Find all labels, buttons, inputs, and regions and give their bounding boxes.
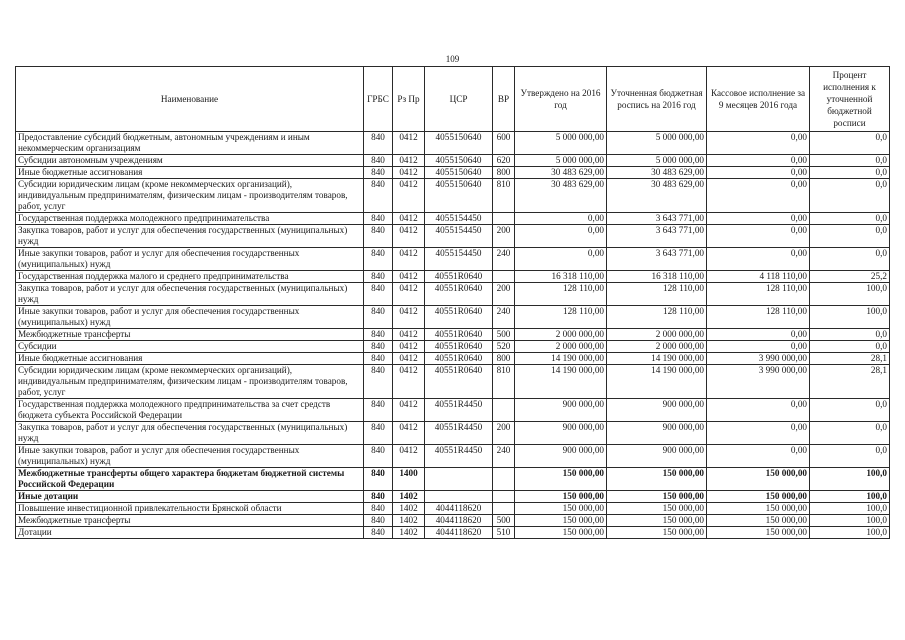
cell-csr: 40551R0640 (425, 365, 493, 399)
cell-csr: 40551R0640 (425, 353, 493, 365)
cell-rzpr: 0412 (393, 399, 425, 422)
table-header-row (16, 67, 890, 132)
cell-approved: 150 000,00 (515, 515, 607, 527)
cell-vr: 240 (493, 445, 515, 468)
cell-approved: 150 000,00 (515, 491, 607, 503)
cell-percent: 100,0 (810, 283, 890, 306)
cell-percent: 100,0 (810, 527, 890, 539)
cell-rzpr: 0412 (393, 422, 425, 445)
cell-rzpr: 0412 (393, 213, 425, 225)
cell-vr (493, 271, 515, 283)
cell-approved: 0,00 (515, 225, 607, 248)
table-row (16, 527, 890, 539)
cell-name: Субсидии юридическим лицам (кроме некоммерческих организаций), индивидуальным предпринимателям, физическим лицам - производителям товаров, работ, услуг (16, 365, 364, 399)
cell-vr: 500 (493, 329, 515, 341)
page-number: 109 (445, 54, 460, 64)
cell-refined: 3 643 771,00 (607, 248, 707, 271)
cell-csr (425, 491, 493, 503)
table-row (16, 306, 890, 329)
cell-grbs: 840 (364, 213, 393, 225)
cell-grbs: 840 (364, 422, 393, 445)
cell-rzpr: 0412 (393, 329, 425, 341)
table-row (16, 179, 890, 213)
table-row (16, 155, 890, 167)
cell-grbs: 840 (364, 306, 393, 329)
cell-refined: 3 643 771,00 (607, 213, 707, 225)
cell-cash: 150 000,00 (707, 503, 810, 515)
cell-grbs: 840 (364, 353, 393, 365)
cell-rzpr: 0412 (393, 353, 425, 365)
cell-cash: 3 990 000,00 (707, 365, 810, 399)
cell-percent: 100,0 (810, 491, 890, 503)
cell-rzpr: 0412 (393, 283, 425, 306)
header-percent: Процент исполнения к уточненной бюджетной росписи (810, 67, 890, 132)
cell-refined: 150 000,00 (607, 503, 707, 515)
cell-vr (493, 213, 515, 225)
cell-approved: 30 483 629,00 (515, 179, 607, 213)
cell-vr (493, 503, 515, 515)
cell-rzpr: 0412 (393, 271, 425, 283)
cell-name: Дотации (16, 527, 364, 539)
cell-name: Субсидии юридическим лицам (кроме некоммерческих организаций), индивидуальным предпринимателям, физическим лицам - производителям товаров, работ, услуг (16, 179, 364, 213)
cell-rzpr: 1402 (393, 527, 425, 539)
cell-approved: 0,00 (515, 248, 607, 271)
cell-vr: 620 (493, 155, 515, 167)
table-row (16, 445, 890, 468)
cell-vr (493, 399, 515, 422)
cell-approved: 150 000,00 (515, 468, 607, 491)
cell-vr: 800 (493, 167, 515, 179)
cell-rzpr: 0412 (393, 132, 425, 155)
cell-csr: 4055154450 (425, 248, 493, 271)
cell-csr: 4055150640 (425, 132, 493, 155)
cell-csr: 40551R4450 (425, 422, 493, 445)
table-row (16, 515, 890, 527)
cell-vr: 240 (493, 248, 515, 271)
cell-cash: 0,00 (707, 422, 810, 445)
cell-vr: 510 (493, 527, 515, 539)
cell-cash: 0,00 (707, 445, 810, 468)
cell-approved: 16 318 110,00 (515, 271, 607, 283)
table-row (16, 341, 890, 353)
cell-vr: 810 (493, 179, 515, 213)
cell-cash: 128 110,00 (707, 283, 810, 306)
cell-cash: 0,00 (707, 179, 810, 213)
cell-grbs: 840 (364, 341, 393, 353)
cell-percent: 100,0 (810, 515, 890, 527)
cell-approved: 5 000 000,00 (515, 155, 607, 167)
cell-vr (493, 468, 515, 491)
cell-cash: 0,00 (707, 213, 810, 225)
table-row (16, 225, 890, 248)
cell-grbs: 840 (364, 179, 393, 213)
cell-refined: 128 110,00 (607, 306, 707, 329)
cell-percent: 0,0 (810, 248, 890, 271)
cell-grbs: 840 (364, 283, 393, 306)
table-row (16, 248, 890, 271)
cell-approved: 900 000,00 (515, 399, 607, 422)
cell-cash: 0,00 (707, 341, 810, 353)
cell-csr: 4055150640 (425, 155, 493, 167)
cell-rzpr: 0412 (393, 225, 425, 248)
cell-rzpr: 0412 (393, 365, 425, 399)
cell-cash: 3 990 000,00 (707, 353, 810, 365)
cell-vr: 520 (493, 341, 515, 353)
cell-cash: 0,00 (707, 167, 810, 179)
cell-cash: 0,00 (707, 225, 810, 248)
table-row (16, 365, 890, 399)
cell-refined: 128 110,00 (607, 283, 707, 306)
cell-grbs: 840 (364, 167, 393, 179)
cell-name: Предоставление субсидий бюджетным, автономным учреждениям и иным некоммерческим организациям (16, 132, 364, 155)
cell-percent: 0,0 (810, 213, 890, 225)
cell-percent: 100,0 (810, 468, 890, 491)
table-row (16, 422, 890, 445)
cell-refined: 5 000 000,00 (607, 155, 707, 167)
cell-name: Государственная поддержка молодежного предпринимательства за счет средств бюджета субъекта Российской Федерации (16, 399, 364, 422)
cell-cash: 150 000,00 (707, 468, 810, 491)
cell-rzpr: 0412 (393, 445, 425, 468)
cell-grbs: 840 (364, 399, 393, 422)
cell-name: Государственная поддержка молодежного предпринимательства (16, 213, 364, 225)
cell-approved: 128 110,00 (515, 306, 607, 329)
cell-name: Закупка товаров, работ и услуг для обеспечения государственных (муниципальных) нужд (16, 283, 364, 306)
cell-rzpr: 0412 (393, 155, 425, 167)
cell-percent: 28,1 (810, 365, 890, 399)
cell-name: Межбюджетные трансферты (16, 329, 364, 341)
cell-cash: 0,00 (707, 329, 810, 341)
cell-refined: 150 000,00 (607, 468, 707, 491)
cell-grbs: 840 (364, 468, 393, 491)
table-row (16, 399, 890, 422)
header-approved: Утверждено на 2016 год (515, 67, 607, 132)
header-csr: ЦСР (425, 67, 493, 132)
cell-refined: 900 000,00 (607, 422, 707, 445)
cell-rzpr: 0412 (393, 179, 425, 213)
cell-vr: 810 (493, 365, 515, 399)
table-body (16, 132, 890, 539)
cell-cash: 0,00 (707, 248, 810, 271)
cell-grbs: 840 (364, 225, 393, 248)
cell-csr: 4055154450 (425, 225, 493, 248)
cell-percent: 100,0 (810, 306, 890, 329)
cell-percent: 0,0 (810, 132, 890, 155)
cell-csr: 40551R0640 (425, 341, 493, 353)
cell-percent: 0,0 (810, 167, 890, 179)
cell-refined: 16 318 110,00 (607, 271, 707, 283)
cell-vr: 200 (493, 422, 515, 445)
table-row (16, 491, 890, 503)
cell-csr: 40551R0640 (425, 283, 493, 306)
cell-percent: 0,0 (810, 179, 890, 213)
cell-rzpr: 0412 (393, 248, 425, 271)
cell-refined: 30 483 629,00 (607, 179, 707, 213)
cell-rzpr: 1400 (393, 468, 425, 491)
cell-csr: 4044118620 (425, 503, 493, 515)
cell-csr: 40551R4450 (425, 445, 493, 468)
cell-csr: 4044118620 (425, 515, 493, 527)
cell-name: Иные закупки товаров, работ и услуг для обеспечения государственных (муниципальных) нужд (16, 248, 364, 271)
cell-name: Иные бюджетные ассигнования (16, 353, 364, 365)
header-refined: Уточненная бюджетная роспись на 2016 год (607, 67, 707, 132)
cell-percent: 0,0 (810, 155, 890, 167)
table-row (16, 283, 890, 306)
cell-name: Закупка товаров, работ и услуг для обеспечения государственных (муниципальных) нужд (16, 225, 364, 248)
cell-cash: 0,00 (707, 132, 810, 155)
cell-csr (425, 468, 493, 491)
cell-percent: 100,0 (810, 503, 890, 515)
cell-percent: 25,2 (810, 271, 890, 283)
cell-approved: 14 190 000,00 (515, 365, 607, 399)
cell-grbs: 840 (364, 365, 393, 399)
cell-percent: 0,0 (810, 225, 890, 248)
cell-refined: 900 000,00 (607, 445, 707, 468)
cell-rzpr: 1402 (393, 515, 425, 527)
cell-cash: 0,00 (707, 399, 810, 422)
cell-vr (493, 491, 515, 503)
cell-vr: 800 (493, 353, 515, 365)
table-row (16, 132, 890, 155)
table-row (16, 167, 890, 179)
cell-name: Государственная поддержка малого и среднего предпринимательства (16, 271, 364, 283)
cell-rzpr: 0412 (393, 167, 425, 179)
cell-csr: 4044118620 (425, 527, 493, 539)
cell-cash: 150 000,00 (707, 515, 810, 527)
cell-grbs: 840 (364, 329, 393, 341)
cell-refined: 150 000,00 (607, 527, 707, 539)
cell-name: Повышение инвестиционной привлекательности Брянской области (16, 503, 364, 515)
table-row (16, 353, 890, 365)
cell-name: Межбюджетные трансферты общего характера бюджетам бюджетной системы Российской Федерации (16, 468, 364, 491)
table-row (16, 503, 890, 515)
cell-percent: 0,0 (810, 422, 890, 445)
cell-approved: 150 000,00 (515, 503, 607, 515)
cell-name: Иные закупки товаров, работ и услуг для обеспечения государственных (муниципальных) нужд (16, 445, 364, 468)
cell-approved: 128 110,00 (515, 283, 607, 306)
table-row (16, 213, 890, 225)
table-row (16, 468, 890, 491)
cell-refined: 150 000,00 (607, 515, 707, 527)
cell-rzpr: 0412 (393, 341, 425, 353)
budget-table (15, 66, 890, 539)
cell-approved: 2 000 000,00 (515, 341, 607, 353)
cell-rzpr: 1402 (393, 491, 425, 503)
cell-name: Закупка товаров, работ и услуг для обеспечения государственных (муниципальных) нужд (16, 422, 364, 445)
cell-grbs: 840 (364, 527, 393, 539)
cell-name: Иные бюджетные ассигнования (16, 167, 364, 179)
cell-cash: 150 000,00 (707, 527, 810, 539)
cell-csr: 40551R0640 (425, 271, 493, 283)
cell-vr: 600 (493, 132, 515, 155)
cell-csr: 4055150640 (425, 179, 493, 213)
cell-refined: 150 000,00 (607, 491, 707, 503)
cell-refined: 2 000 000,00 (607, 341, 707, 353)
cell-percent: 0,0 (810, 399, 890, 422)
table-row (16, 329, 890, 341)
header-cash: Кассовое исполнение за 9 месяцев 2016 года (707, 67, 810, 132)
cell-csr: 4055150640 (425, 167, 493, 179)
cell-approved: 150 000,00 (515, 527, 607, 539)
cell-name: Межбюджетные трансферты (16, 515, 364, 527)
cell-approved: 30 483 629,00 (515, 167, 607, 179)
cell-percent: 0,0 (810, 445, 890, 468)
cell-percent: 0,0 (810, 329, 890, 341)
cell-cash: 4 118 110,00 (707, 271, 810, 283)
cell-approved: 0,00 (515, 213, 607, 225)
cell-approved: 14 190 000,00 (515, 353, 607, 365)
cell-vr: 500 (493, 515, 515, 527)
cell-percent: 0,0 (810, 341, 890, 353)
cell-vr: 200 (493, 283, 515, 306)
cell-grbs: 840 (364, 248, 393, 271)
cell-name: Субсидии автономным учреждениям (16, 155, 364, 167)
cell-refined: 14 190 000,00 (607, 365, 707, 399)
cell-rzpr: 1402 (393, 503, 425, 515)
cell-grbs: 840 (364, 445, 393, 468)
cell-cash: 150 000,00 (707, 491, 810, 503)
cell-csr: 4055154450 (425, 213, 493, 225)
cell-refined: 3 643 771,00 (607, 225, 707, 248)
cell-grbs: 840 (364, 271, 393, 283)
cell-name: Субсидии (16, 341, 364, 353)
cell-grbs: 840 (364, 132, 393, 155)
cell-percent: 28,1 (810, 353, 890, 365)
cell-csr: 40551R0640 (425, 306, 493, 329)
cell-vr: 200 (493, 225, 515, 248)
cell-name: Иные дотации (16, 491, 364, 503)
cell-rzpr: 0412 (393, 306, 425, 329)
cell-grbs: 840 (364, 155, 393, 167)
cell-csr: 40551R0640 (425, 329, 493, 341)
cell-refined: 14 190 000,00 (607, 353, 707, 365)
header-name: Наименование (16, 67, 364, 132)
header-grbs: ГРБС (364, 67, 393, 132)
cell-grbs: 840 (364, 491, 393, 503)
cell-cash: 128 110,00 (707, 306, 810, 329)
cell-refined: 2 000 000,00 (607, 329, 707, 341)
cell-approved: 5 000 000,00 (515, 132, 607, 155)
table-row (16, 271, 890, 283)
cell-name: Иные закупки товаров, работ и услуг для обеспечения государственных (муниципальных) нужд (16, 306, 364, 329)
cell-grbs: 840 (364, 515, 393, 527)
header-rzpr: Рз Пр (393, 67, 425, 132)
cell-cash: 0,00 (707, 155, 810, 167)
cell-refined: 5 000 000,00 (607, 132, 707, 155)
cell-approved: 900 000,00 (515, 422, 607, 445)
cell-approved: 900 000,00 (515, 445, 607, 468)
cell-refined: 900 000,00 (607, 399, 707, 422)
cell-approved: 2 000 000,00 (515, 329, 607, 341)
cell-csr: 40551R4450 (425, 399, 493, 422)
cell-grbs: 840 (364, 503, 393, 515)
header-vr: ВР (493, 67, 515, 132)
cell-vr: 240 (493, 306, 515, 329)
cell-refined: 30 483 629,00 (607, 167, 707, 179)
